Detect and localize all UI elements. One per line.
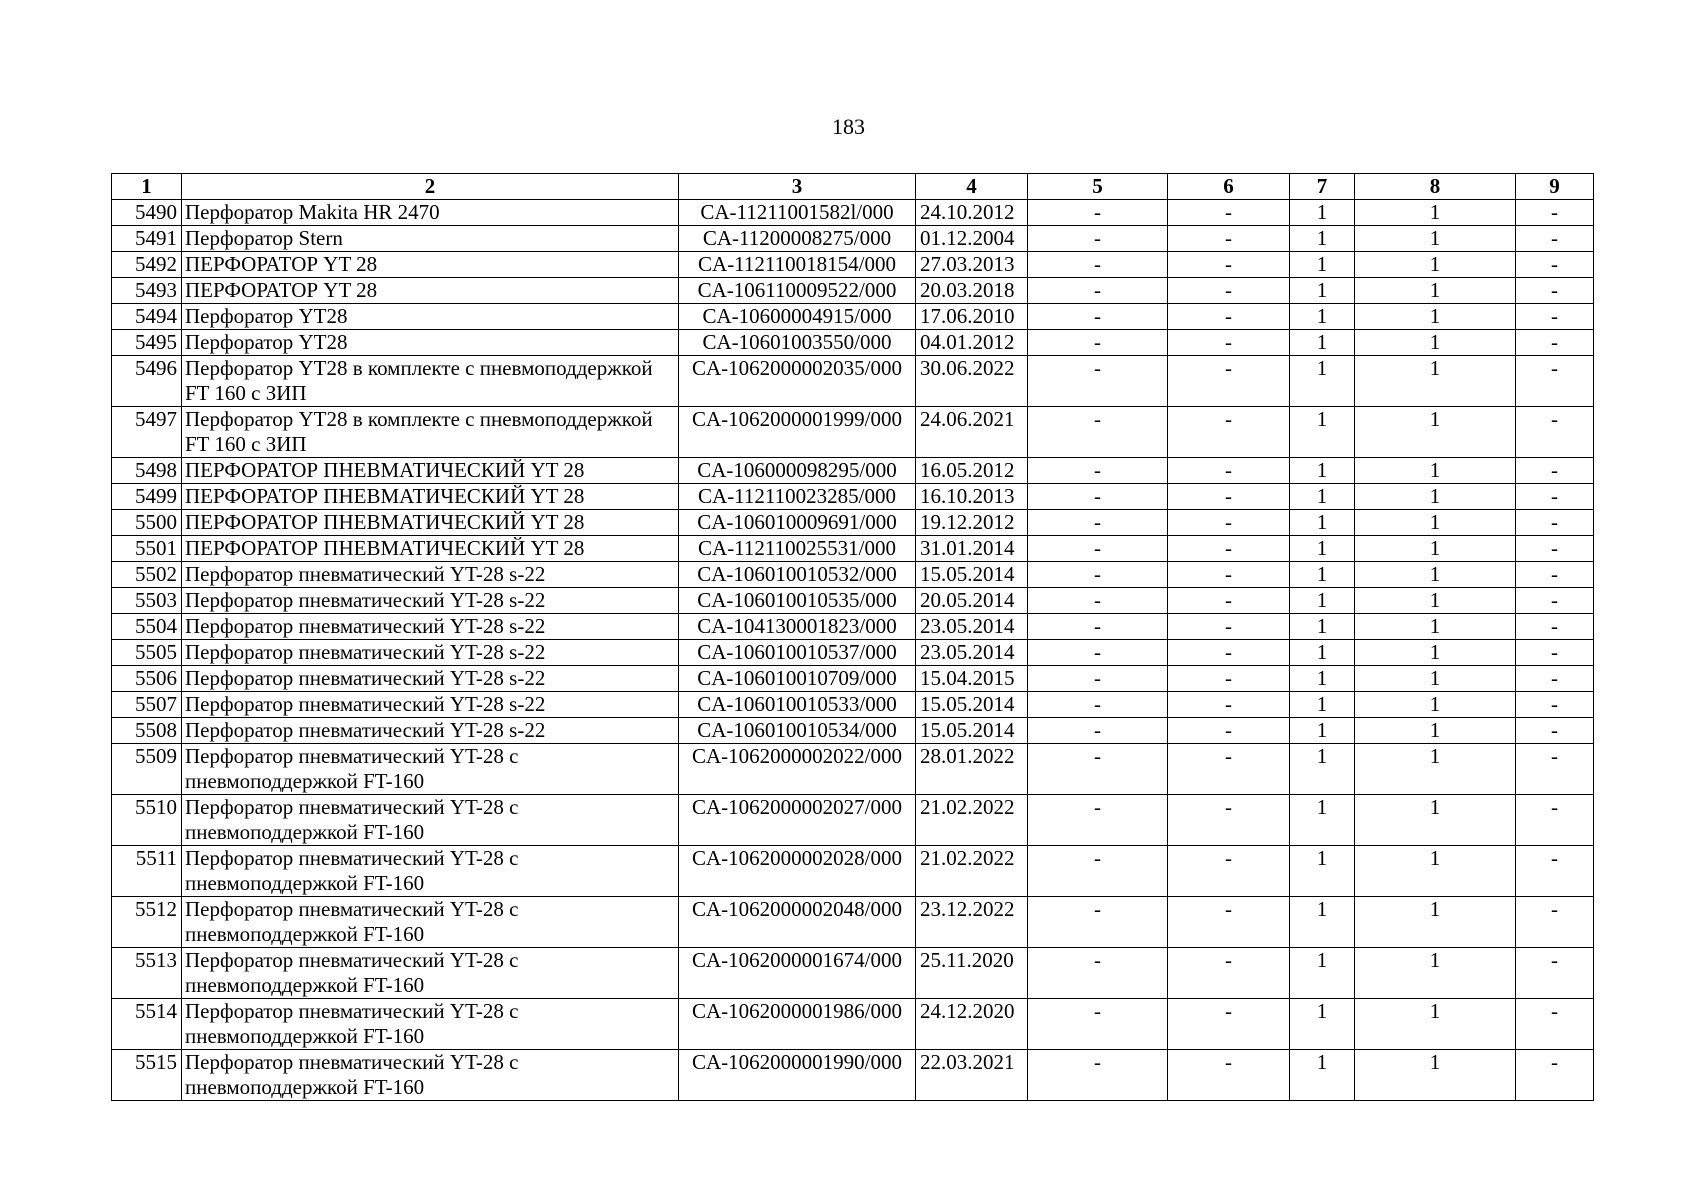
- col-7-value: 1: [1290, 744, 1355, 795]
- col-8-value: 1: [1355, 692, 1516, 718]
- item-name: Перфоратор пневматический YT-28 s-22: [182, 666, 679, 692]
- col-7-value: 1: [1290, 948, 1355, 999]
- date: 25.11.2020: [916, 948, 1028, 999]
- col-8-value: 1: [1355, 999, 1516, 1050]
- item-name: Перфоратор YT28: [182, 304, 679, 330]
- col-9-value: -: [1516, 692, 1594, 718]
- col-5-value: -: [1028, 200, 1168, 226]
- date: 31.01.2014: [916, 536, 1028, 562]
- col-6-value: -: [1168, 484, 1290, 510]
- col-5-value: -: [1028, 640, 1168, 666]
- date: 24.12.2020: [916, 999, 1028, 1050]
- inventory-code: CA-1062000002048/000: [679, 897, 916, 948]
- col-9-value: -: [1516, 999, 1594, 1050]
- inventory-code: CA-106000098295/000: [679, 458, 916, 484]
- table-row: [112, 484, 1594, 510]
- inventory-code: CA-1062000001990/000: [679, 1050, 916, 1101]
- col-5-value: -: [1028, 407, 1168, 458]
- col-5-value: -: [1028, 536, 1168, 562]
- table-row: [112, 846, 1594, 897]
- table-row: [112, 614, 1594, 640]
- col-6-value: -: [1168, 744, 1290, 795]
- col-9-value: -: [1516, 588, 1594, 614]
- col-5-value: -: [1028, 795, 1168, 846]
- col-6-value: -: [1168, 614, 1290, 640]
- col-8-value: 1: [1355, 304, 1516, 330]
- table-row: [112, 718, 1594, 744]
- col-7-value: 1: [1290, 200, 1355, 226]
- column-header-9: 9: [1516, 174, 1594, 200]
- date: 15.05.2014: [916, 562, 1028, 588]
- col-7-value: 1: [1290, 562, 1355, 588]
- table-header-row: [112, 174, 1594, 200]
- column-header-7: 7: [1290, 174, 1355, 200]
- table-row: [112, 510, 1594, 536]
- col-5-value: -: [1028, 562, 1168, 588]
- item-name: Перфоратор пневматический YT-28 s-22: [182, 562, 679, 588]
- col-7-value: 1: [1290, 588, 1355, 614]
- col-6-value: -: [1168, 226, 1290, 252]
- col-9-value: -: [1516, 330, 1594, 356]
- date: 21.02.2022: [916, 795, 1028, 846]
- inventory-code: CA-112110023285/000: [679, 484, 916, 510]
- column-header-1: 1: [112, 174, 182, 200]
- row-number: 5508: [112, 718, 182, 744]
- col-8-value: 1: [1355, 510, 1516, 536]
- inventory-code: CA-106010010535/000: [679, 588, 916, 614]
- table-row: [112, 948, 1594, 999]
- table-row: [112, 407, 1594, 458]
- inventory-code: CA-1062000002027/000: [679, 795, 916, 846]
- inventory-code: CA-10601003550/000: [679, 330, 916, 356]
- col-8-value: 1: [1355, 252, 1516, 278]
- col-5-value: -: [1028, 588, 1168, 614]
- col-7-value: 1: [1290, 278, 1355, 304]
- column-header-3: 3: [679, 174, 916, 200]
- row-number: 5509: [112, 744, 182, 795]
- col-6-value: -: [1168, 458, 1290, 484]
- col-7-value: 1: [1290, 510, 1355, 536]
- col-6-value: -: [1168, 999, 1290, 1050]
- date: 30.06.2022: [916, 356, 1028, 407]
- row-number: 5497: [112, 407, 182, 458]
- date: 16.10.2013: [916, 484, 1028, 510]
- row-number: 5510: [112, 795, 182, 846]
- col-8-value: 1: [1355, 356, 1516, 407]
- column-header-2: 2: [182, 174, 679, 200]
- col-8-value: 1: [1355, 1050, 1516, 1101]
- col-9-value: -: [1516, 718, 1594, 744]
- col-5-value: -: [1028, 614, 1168, 640]
- col-7-value: 1: [1290, 536, 1355, 562]
- col-8-value: 1: [1355, 744, 1516, 795]
- col-8-value: 1: [1355, 948, 1516, 999]
- col-6-value: -: [1168, 562, 1290, 588]
- col-7-value: 1: [1290, 484, 1355, 510]
- col-8-value: 1: [1355, 226, 1516, 252]
- col-8-value: 1: [1355, 640, 1516, 666]
- table-row: [112, 562, 1594, 588]
- inventory-code: CA-11211001582l/000: [679, 200, 916, 226]
- item-name: ПЕРФОРАТОР ПНЕВМАТИЧЕСКИЙ YT 28: [182, 458, 679, 484]
- col-5-value: -: [1028, 718, 1168, 744]
- col-6-value: -: [1168, 356, 1290, 407]
- col-7-value: 1: [1290, 226, 1355, 252]
- col-9-value: -: [1516, 666, 1594, 692]
- col-5-value: -: [1028, 1050, 1168, 1101]
- col-9-value: -: [1516, 407, 1594, 458]
- col-5-value: -: [1028, 278, 1168, 304]
- col-9-value: -: [1516, 484, 1594, 510]
- table-row: [112, 356, 1594, 407]
- col-5-value: -: [1028, 458, 1168, 484]
- row-number: 5498: [112, 458, 182, 484]
- table-row: [112, 458, 1594, 484]
- col-8-value: 1: [1355, 278, 1516, 304]
- col-8-value: 1: [1355, 846, 1516, 897]
- col-8-value: 1: [1355, 200, 1516, 226]
- table-row: [112, 897, 1594, 948]
- row-number: 5512: [112, 897, 182, 948]
- item-name: Перфоратор Makita HR 2470: [182, 200, 679, 226]
- date: 23.12.2022: [916, 897, 1028, 948]
- col-6-value: -: [1168, 666, 1290, 692]
- col-5-value: -: [1028, 356, 1168, 407]
- col-7-value: 1: [1290, 718, 1355, 744]
- row-number: 5513: [112, 948, 182, 999]
- col-8-value: 1: [1355, 795, 1516, 846]
- date: 24.06.2021: [916, 407, 1028, 458]
- col-9-value: -: [1516, 744, 1594, 795]
- date: 15.05.2014: [916, 718, 1028, 744]
- col-9-value: -: [1516, 356, 1594, 407]
- col-6-value: -: [1168, 304, 1290, 330]
- row-number: 5502: [112, 562, 182, 588]
- item-name: ПЕРФОРАТОР ПНЕВМАТИЧЕСКИЙ YT 28: [182, 484, 679, 510]
- col-8-value: 1: [1355, 330, 1516, 356]
- row-number: 5495: [112, 330, 182, 356]
- item-name: Перфоратор пневматический YT-28 с пневмоподдержкой FT-160: [182, 897, 679, 948]
- date: 20.05.2014: [916, 588, 1028, 614]
- col-7-value: 1: [1290, 407, 1355, 458]
- col-7-value: 1: [1290, 846, 1355, 897]
- table-row: [112, 252, 1594, 278]
- col-6-value: -: [1168, 330, 1290, 356]
- inventory-code: CA-10600004915/000: [679, 304, 916, 330]
- col-7-value: 1: [1290, 897, 1355, 948]
- date: 15.05.2014: [916, 692, 1028, 718]
- col-5-value: -: [1028, 666, 1168, 692]
- inventory-code: CA-104130001823/000: [679, 614, 916, 640]
- col-7-value: 1: [1290, 458, 1355, 484]
- table-row: [112, 278, 1594, 304]
- inventory-code: CA-1062000002035/000: [679, 356, 916, 407]
- item-name: Перфоратор пневматический YT-28 с пневмоподдержкой FT-160: [182, 1050, 679, 1101]
- inventory-code: CA-106010010533/000: [679, 692, 916, 718]
- col-9-value: -: [1516, 458, 1594, 484]
- inventory-code: CA-11200008275/000: [679, 226, 916, 252]
- col-5-value: -: [1028, 226, 1168, 252]
- col-9-value: -: [1516, 640, 1594, 666]
- table-row: [112, 692, 1594, 718]
- date: 16.05.2012: [916, 458, 1028, 484]
- row-number: 5493: [112, 278, 182, 304]
- col-7-value: 1: [1290, 692, 1355, 718]
- item-name: Перфоратор пневматический YT-28 s-22: [182, 614, 679, 640]
- item-name: ПЕРФОРАТОР ПНЕВМАТИЧЕСКИЙ YT 28: [182, 536, 679, 562]
- page-number: 183: [832, 114, 865, 139]
- col-7-value: 1: [1290, 666, 1355, 692]
- table-row: [112, 226, 1594, 252]
- date: 19.12.2012: [916, 510, 1028, 536]
- inventory-code: CA-106010010534/000: [679, 718, 916, 744]
- date: 20.03.2018: [916, 278, 1028, 304]
- col-6-value: -: [1168, 588, 1290, 614]
- item-name: ПЕРФОРАТОР YT 28: [182, 252, 679, 278]
- table-row: [112, 200, 1594, 226]
- col-7-value: 1: [1290, 356, 1355, 407]
- table-row: [112, 304, 1594, 330]
- col-7-value: 1: [1290, 795, 1355, 846]
- date: 27.03.2013: [916, 252, 1028, 278]
- col-6-value: -: [1168, 948, 1290, 999]
- inventory-code: CA-1062000001999/000: [679, 407, 916, 458]
- date: 04.01.2012: [916, 330, 1028, 356]
- item-name: Перфоратор YT28: [182, 330, 679, 356]
- col-9-value: -: [1516, 252, 1594, 278]
- inventory-code: CA-1062000002028/000: [679, 846, 916, 897]
- col-8-value: 1: [1355, 897, 1516, 948]
- inventory-code: CA-106010009691/000: [679, 510, 916, 536]
- col-6-value: -: [1168, 536, 1290, 562]
- table-row: [112, 744, 1594, 795]
- row-number: 5501: [112, 536, 182, 562]
- col-9-value: -: [1516, 536, 1594, 562]
- col-6-value: -: [1168, 640, 1290, 666]
- inventory-code: CA-1062000002022/000: [679, 744, 916, 795]
- col-5-value: -: [1028, 744, 1168, 795]
- date: 21.02.2022: [916, 846, 1028, 897]
- item-name: Перфоратор YT28 в комплекте с пневмоподдержкой FT 160 с ЗИП: [182, 407, 679, 458]
- col-6-value: -: [1168, 278, 1290, 304]
- col-6-value: -: [1168, 510, 1290, 536]
- table-row: [112, 640, 1594, 666]
- col-6-value: -: [1168, 795, 1290, 846]
- col-6-value: -: [1168, 252, 1290, 278]
- col-7-value: 1: [1290, 1050, 1355, 1101]
- item-name: Перфоратор пневматический YT-28 с пневмоподдержкой FT-160: [182, 948, 679, 999]
- item-name: Перфоратор пневматический YT-28 s-22: [182, 692, 679, 718]
- table-row: [112, 536, 1594, 562]
- row-number: 5506: [112, 666, 182, 692]
- col-5-value: -: [1028, 510, 1168, 536]
- date: 28.01.2022: [916, 744, 1028, 795]
- col-9-value: -: [1516, 278, 1594, 304]
- row-number: 5504: [112, 614, 182, 640]
- inventory-code: CA-112110018154/000: [679, 252, 916, 278]
- col-7-value: 1: [1290, 640, 1355, 666]
- col-6-value: -: [1168, 846, 1290, 897]
- item-name: Перфоратор пневматический YT-28 с пневмоподдержкой FT-160: [182, 999, 679, 1050]
- col-9-value: -: [1516, 795, 1594, 846]
- table-row: [112, 588, 1594, 614]
- item-name: Перфоратор пневматический YT-28 s-22: [182, 718, 679, 744]
- item-name: Перфоратор Stern: [182, 226, 679, 252]
- col-5-value: -: [1028, 330, 1168, 356]
- row-number: 5503: [112, 588, 182, 614]
- col-7-value: 1: [1290, 304, 1355, 330]
- col-5-value: -: [1028, 948, 1168, 999]
- column-header-4: 4: [916, 174, 1028, 200]
- col-8-value: 1: [1355, 458, 1516, 484]
- col-8-value: 1: [1355, 407, 1516, 458]
- col-6-value: -: [1168, 897, 1290, 948]
- col-7-value: 1: [1290, 999, 1355, 1050]
- row-number: 5515: [112, 1050, 182, 1101]
- col-9-value: -: [1516, 1050, 1594, 1101]
- col-9-value: -: [1516, 226, 1594, 252]
- item-name: Перфоратор пневматический YT-28 с пневмоподдержкой FT-160: [182, 846, 679, 897]
- col-7-value: 1: [1290, 252, 1355, 278]
- column-header-6: 6: [1168, 174, 1290, 200]
- table-body: [112, 200, 1594, 1101]
- col-9-value: -: [1516, 897, 1594, 948]
- inventory-code: CA-1062000001674/000: [679, 948, 916, 999]
- item-name: Перфоратор YT28 в комплекте с пневмоподдержкой FT 160 с ЗИП: [182, 356, 679, 407]
- row-number: 5492: [112, 252, 182, 278]
- table-row: [112, 330, 1594, 356]
- inventory-code: CA-106110009522/000: [679, 278, 916, 304]
- date: 22.03.2021: [916, 1050, 1028, 1101]
- item-name: Перфоратор пневматический YT-28 s-22: [182, 640, 679, 666]
- row-number: 5505: [112, 640, 182, 666]
- col-6-value: -: [1168, 692, 1290, 718]
- inventory-code: CA-1062000001986/000: [679, 999, 916, 1050]
- col-5-value: -: [1028, 897, 1168, 948]
- row-number: 5511: [112, 846, 182, 897]
- table-row: [112, 666, 1594, 692]
- row-number: 5500: [112, 510, 182, 536]
- col-9-value: -: [1516, 846, 1594, 897]
- col-9-value: -: [1516, 510, 1594, 536]
- inventory-code: CA-106010010537/000: [679, 640, 916, 666]
- inventory-code: CA-112110025531/000: [679, 536, 916, 562]
- col-5-value: -: [1028, 999, 1168, 1050]
- col-5-value: -: [1028, 484, 1168, 510]
- row-number: 5491: [112, 226, 182, 252]
- col-6-value: -: [1168, 200, 1290, 226]
- col-5-value: -: [1028, 252, 1168, 278]
- row-number: 5496: [112, 356, 182, 407]
- column-header-5: 5: [1028, 174, 1168, 200]
- col-8-value: 1: [1355, 718, 1516, 744]
- col-7-value: 1: [1290, 330, 1355, 356]
- item-name: ПЕРФОРАТОР YT 28: [182, 278, 679, 304]
- col-9-value: -: [1516, 948, 1594, 999]
- date: 15.04.2015: [916, 666, 1028, 692]
- col-8-value: 1: [1355, 614, 1516, 640]
- row-number: 5494: [112, 304, 182, 330]
- col-6-value: -: [1168, 407, 1290, 458]
- col-8-value: 1: [1355, 562, 1516, 588]
- date: 23.05.2014: [916, 614, 1028, 640]
- row-number: 5507: [112, 692, 182, 718]
- column-header-8: 8: [1355, 174, 1516, 200]
- col-9-value: -: [1516, 614, 1594, 640]
- col-5-value: -: [1028, 304, 1168, 330]
- table-row: [112, 1050, 1594, 1101]
- row-number: 5514: [112, 999, 182, 1050]
- col-8-value: 1: [1355, 666, 1516, 692]
- col-7-value: 1: [1290, 614, 1355, 640]
- col-5-value: -: [1028, 846, 1168, 897]
- col-9-value: -: [1516, 304, 1594, 330]
- item-name: Перфоратор пневматический YT-28 с пневмоподдержкой FT-160: [182, 795, 679, 846]
- row-number: 5490: [112, 200, 182, 226]
- inventory-code: CA-106010010709/000: [679, 666, 916, 692]
- table-row: [112, 999, 1594, 1050]
- col-5-value: -: [1028, 692, 1168, 718]
- date: 17.06.2010: [916, 304, 1028, 330]
- row-number: 5499: [112, 484, 182, 510]
- item-name: Перфоратор пневматический YT-28 с пневмоподдержкой FT-160: [182, 744, 679, 795]
- col-9-value: -: [1516, 562, 1594, 588]
- table-row: [112, 795, 1594, 846]
- col-8-value: 1: [1355, 588, 1516, 614]
- inventory-table: [111, 173, 1594, 1101]
- col-9-value: -: [1516, 200, 1594, 226]
- inventory-code: CA-106010010532/000: [679, 562, 916, 588]
- col-6-value: -: [1168, 1050, 1290, 1101]
- col-6-value: -: [1168, 718, 1290, 744]
- col-8-value: 1: [1355, 484, 1516, 510]
- col-8-value: 1: [1355, 536, 1516, 562]
- date: 23.05.2014: [916, 640, 1028, 666]
- item-name: ПЕРФОРАТОР ПНЕВМАТИЧЕСКИЙ YT 28: [182, 510, 679, 536]
- item-name: Перфоратор пневматический YT-28 s-22: [182, 588, 679, 614]
- date: 24.10.2012: [916, 200, 1028, 226]
- date: 01.12.2004: [916, 226, 1028, 252]
